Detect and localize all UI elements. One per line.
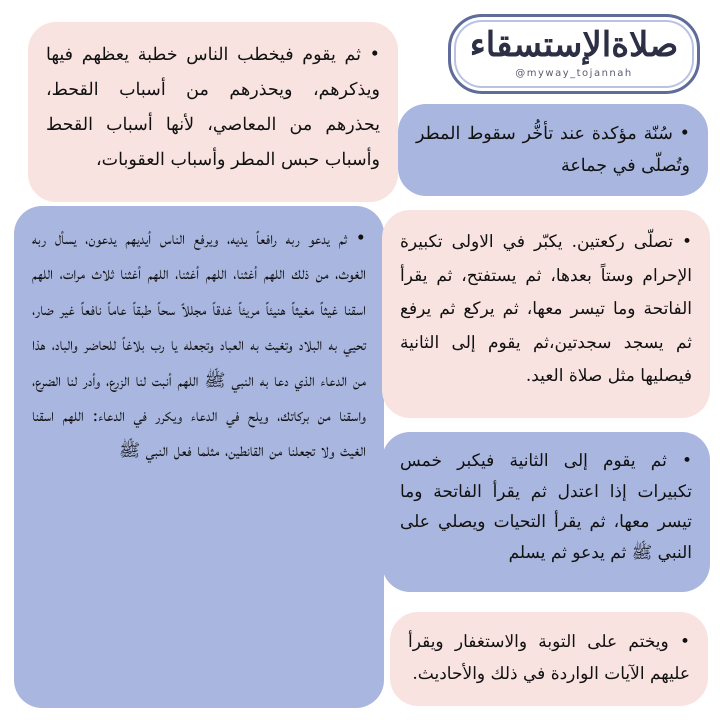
card-dua-text: • ثم يدعو ربه رافعاً يديه، ويرفع الناس أيديهم يدعون، يسأل ربه الغوث، من ذلك اللهم أغثنا، اللهم أغثنا، اللهم أغثنا ثلاث مرات، اللهم اسقنا غيثاً مغيثاً هنيئاً مريئاً غدقاً مجللاً سحاً طبقاً عاماً نافعاً غير ضار، تحيي به البلاد وتغيث به العباد وتجعله يا رب بلاغاً للحاضر والباد، هذا من الدعاء الذي دعا به النبي ﷺ اللهم أنبت لنا الزرع، وأدر لنا الضرع، واسقنا من بركاتك، ويلح في الدعاء ويكرر في الدعاء: اللهم اسقنا الغيث ولا تجعلنا من القانطين، مثلما فعل النبي ﷺ: [32, 229, 366, 462]
card-takbir: [382, 432, 710, 592]
card-repent-text: • ويختم على التوبة والاستغفار ويقرأ عليهم الآيات الواردة في ذلك والأحاديث.: [408, 632, 690, 684]
card-sunnah: [398, 104, 708, 196]
card-sermon-text: • ثم يقوم فيخطب الناس خطبة يعظهم فيها ويذكرهم، ويحذرهم من أسباب القحط، يحذرهم من المعاصي، لأنها أسباب القحط وأسباب حبس المطر وأسباب العقوبات،: [46, 45, 380, 170]
card-dua: [14, 206, 384, 708]
card-rakaat-text: • تصلّى ركعتين. يكبّر في الاولى تكبيرة الإحرام وستاً بعدها، ثم يستفتح، ثم يقرأ الفاتحة وما تيسر معها، ثم يركع ثم يرفع ثم يسجد سجدتين،ثم يقوم إلى الثانية فيصليها مثل صلاة العيد.: [400, 232, 692, 386]
title-badge: [448, 14, 700, 94]
author-handle: @myway_tojannah: [515, 68, 633, 79]
page-title: صلاةالإستسقاء: [469, 25, 679, 65]
card-takbir-text: • ثم يقوم إلى الثانية فيكبر خمس تكبيرات إذا اعتدل ثم يقرأ الفاتحة وما تيسر معها، ثم يقرأ التحيات ويصلي على النبي ﷺ ثم يدعو ثم يسلم: [400, 451, 692, 563]
card-rakaat: [382, 210, 710, 418]
card-sunnah-text: • سُنّة مؤكدة عند تأخُّر سقوط المطر وتُصلّى في جماعة: [416, 124, 690, 176]
card-sermon: [28, 22, 398, 202]
card-repent: [390, 612, 708, 706]
